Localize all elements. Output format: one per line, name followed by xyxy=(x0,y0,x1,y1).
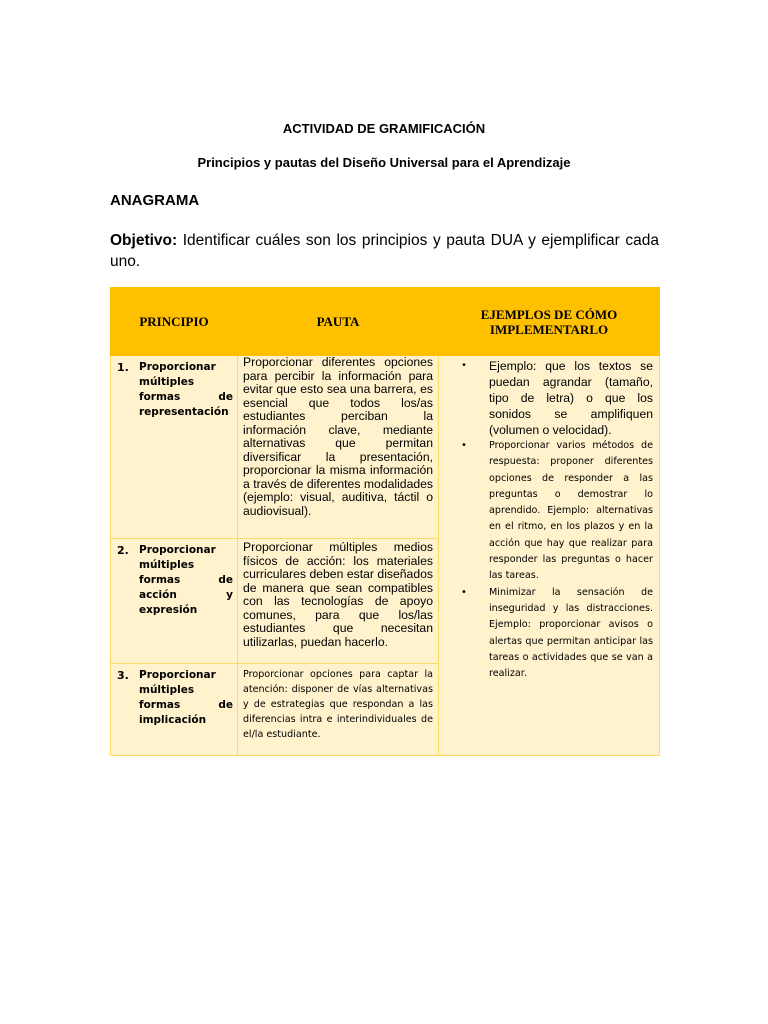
bullet-icon: • xyxy=(461,440,467,451)
principle-cell xyxy=(111,356,238,539)
principle-number: 3. xyxy=(117,669,129,682)
pauta-cell xyxy=(238,664,439,756)
bullet-icon: • xyxy=(462,360,466,371)
list-item xyxy=(439,438,653,585)
pauta-cell xyxy=(238,356,439,539)
examples-list xyxy=(439,356,659,682)
principle-text: Proporcionar múltiples formas de acción y expresión xyxy=(139,544,233,616)
example-text: Ejemplo: que los textos se puedan agrandar (tamaño, tipo de letra) o que los sonidos se amplifiquen (volumen o velocidad). xyxy=(489,359,653,437)
section-heading: ANAGRAMA xyxy=(110,192,200,209)
list-item xyxy=(439,585,653,683)
list-item xyxy=(439,356,653,438)
pauta-text: Proporcionar opciones para captar la atención: disponer de vías alternativas y de estrategias que respondan a las diferencias intra e interindividuales de el/la estudiante. xyxy=(243,669,433,740)
objective-paragraph xyxy=(110,230,659,272)
header-pauta: PAUTA xyxy=(238,288,439,356)
document-subtitle: Principios y pautas del Diseño Universal para el Aprendizaje xyxy=(197,155,571,170)
principle-text: Proporcionar múltiples formas de representación xyxy=(139,361,233,418)
example-text: Minimizar la sensación de inseguridad y las distracciones. Ejemplo: proporcionar avisos o alertas que permitan anticipar las tareas o actividades que se van a realizar. xyxy=(489,586,653,680)
pauta-text: Proporcionar múltiples medios físicos de acción: los materiales curriculares deben estar diseñados de manera que sean compatibles con las tecnologías de apoyo comunes, para que los/las estudiantes que necesitan utilizarlas, puedan hacerlo. xyxy=(243,540,433,649)
pauta-cell xyxy=(238,539,439,664)
objective-label: Objetivo: xyxy=(110,232,178,249)
pauta-text: Proporcionar diferentes opciones para percibir la información para evitar que esto sea una barrera, es esencial que todos los/as estudiantes perciban la información clave, mediante alternativas que permitan diversificar la presentación, proporcionar la misma información a través de diferentes modalidades (ejemplo: visual, auditiva, táctil o audiovisual). xyxy=(243,355,433,518)
example-text: Proporcionar varios métodos de respuesta: proponer diferentes opciones de responder a las preguntas o demostrar lo aprendido. Ejemplo: alternativas en el ritmo, en los plazos y en la acción que hay que realizar para responder las preguntas o hacer las tareas. xyxy=(489,440,653,582)
examples-cell xyxy=(439,356,660,756)
header-ejemplos: EJEMPLOS DE CÓMO IMPLEMENTARLO xyxy=(439,288,660,356)
header-principio: PRINCIPIO xyxy=(111,288,238,356)
principle-cell xyxy=(111,539,238,664)
dua-table xyxy=(110,287,660,756)
objective-text: Identificar cuáles son los principios y pauta DUA y ejemplificar cada uno. xyxy=(110,232,659,270)
principle-text: Proporcionar múltiples formas de implicación xyxy=(139,669,233,726)
table-header-row xyxy=(111,288,660,356)
bullet-icon: • xyxy=(461,586,467,598)
principle-number: 2. xyxy=(117,544,129,557)
principle-cell xyxy=(111,664,238,756)
document-title: ACTIVIDAD DE GRAMIFICACIÓN xyxy=(282,121,486,136)
principle-number: 1. xyxy=(117,361,129,374)
table-row xyxy=(111,356,660,539)
